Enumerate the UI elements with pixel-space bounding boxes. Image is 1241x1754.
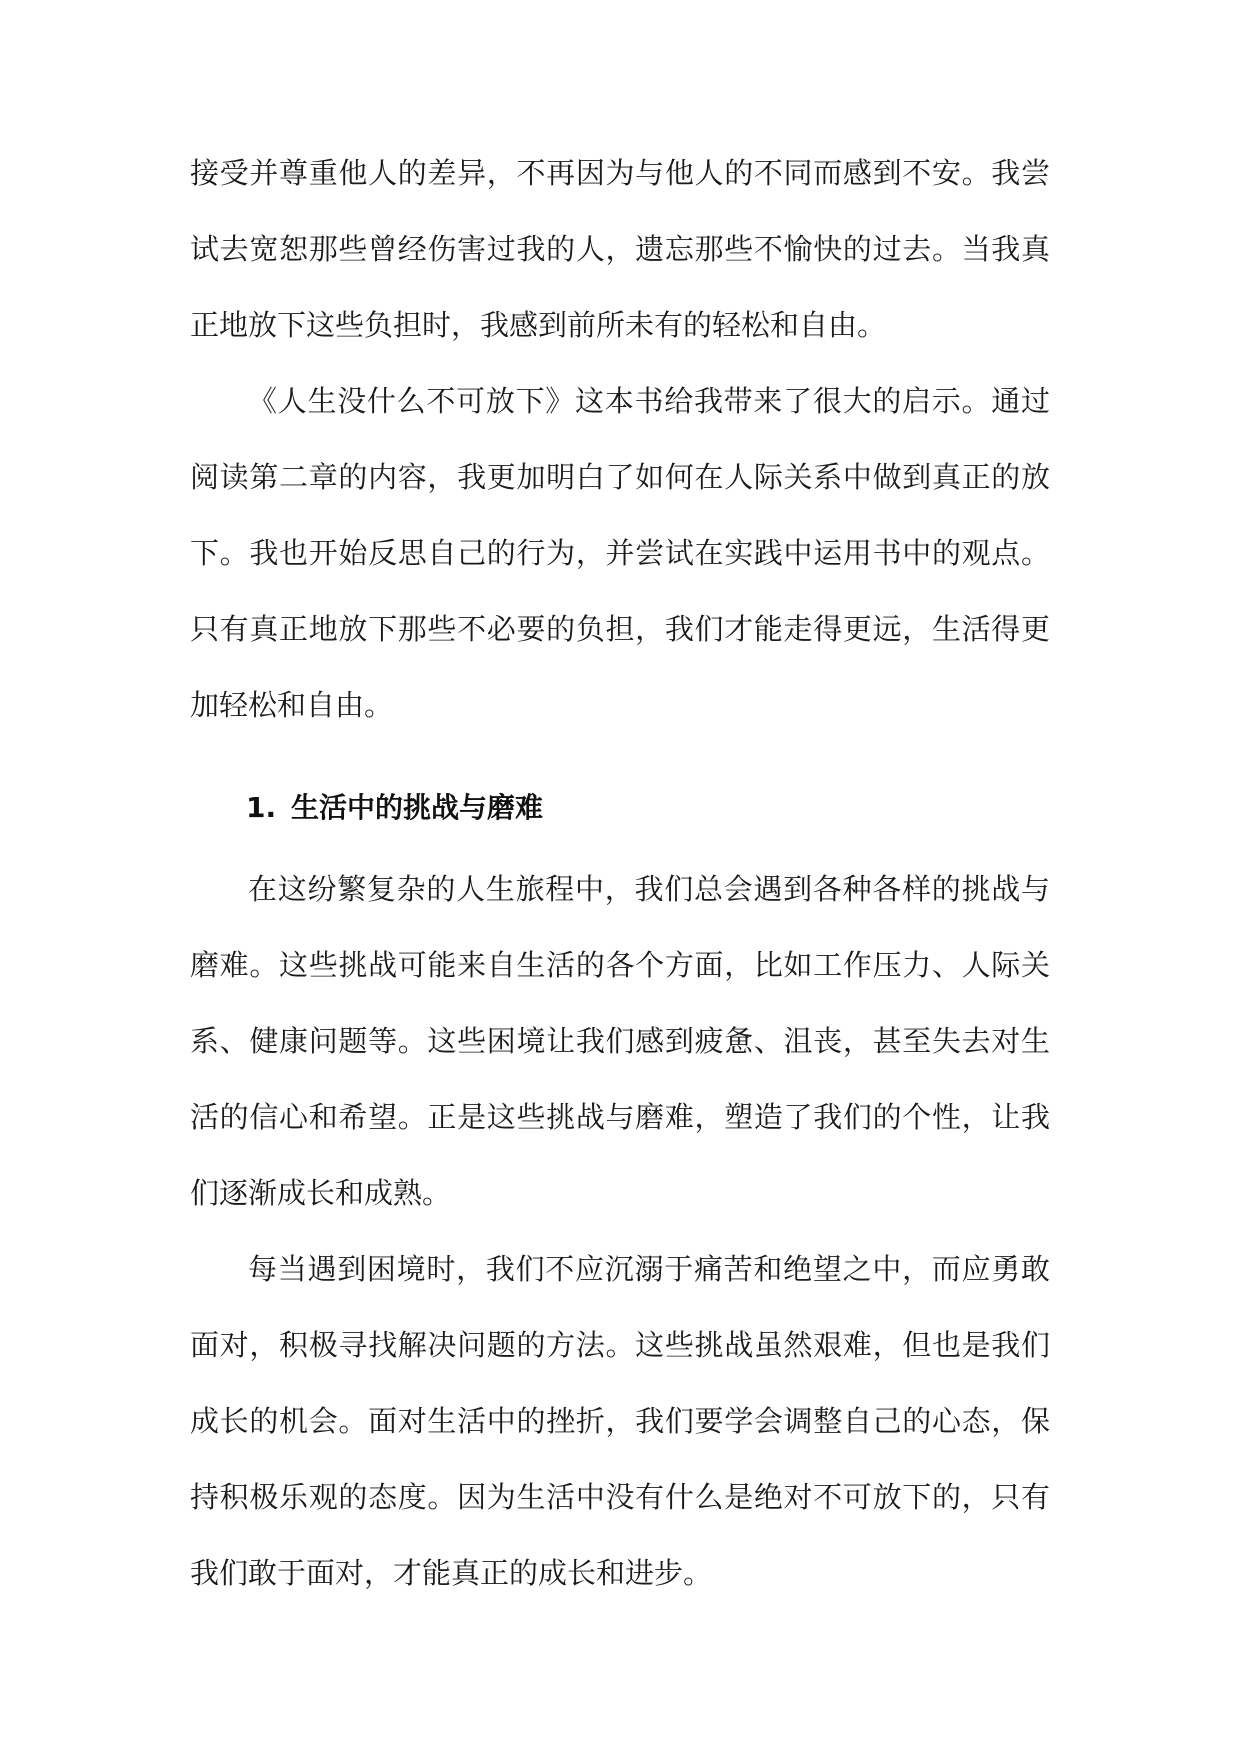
body-paragraph: 接受并尊重他人的差异，不再因为与他人的不同而感到不安。我尝试去宽恕那些曾经伤害过我的人，遗忘那些不愉快的过去。当我真正地放下这些负担时，我感到前所未有的轻松和自由。: [190, 156, 1050, 342]
body-paragraph: 《人生没什么不可放下》这本书给我带来了很大的启示。通过阅读第二章的内容，我更加明白了如何在人际关系中做到真正的放下。我也开始反思自己的行为，并尝试在实践中运用书中的观点。只有真正地放下那些不必要的负担，我们才能走得更远，生活得更加轻松和自由。: [190, 384, 1050, 722]
section-heading: [246, 778, 543, 838]
body-paragraph: 在这纷繁复杂的人生旅程中，我们总会遇到各种各样的挑战与磨难。这些挑战可能来自生活的各个方面，比如工作压力、人际关系、健康问题等。这些困境让我们感到疲惫、沮丧，甚至失去对生活的信心和希望。正是这些挑战与磨难，塑造了我们的个性，让我们逐渐成长和成熟。: [190, 872, 1050, 1210]
section-number: 1.: [246, 791, 277, 824]
section-title: 生活中的挑战与磨难: [291, 791, 544, 824]
body-paragraph: 每当遇到困境时，我们不应沉溺于痛苦和绝望之中，而应勇敢面对，积极寻找解决问题的方法。这些挑战虽然艰难，但也是我们成长的机会。面对生活中的挫折，我们要学会调整自己的心态，保持积极乐观的态度。因为生活中没有什么是绝对不可放下的，只有我们敢于面对，才能真正的成长和进步。: [190, 1252, 1050, 1590]
